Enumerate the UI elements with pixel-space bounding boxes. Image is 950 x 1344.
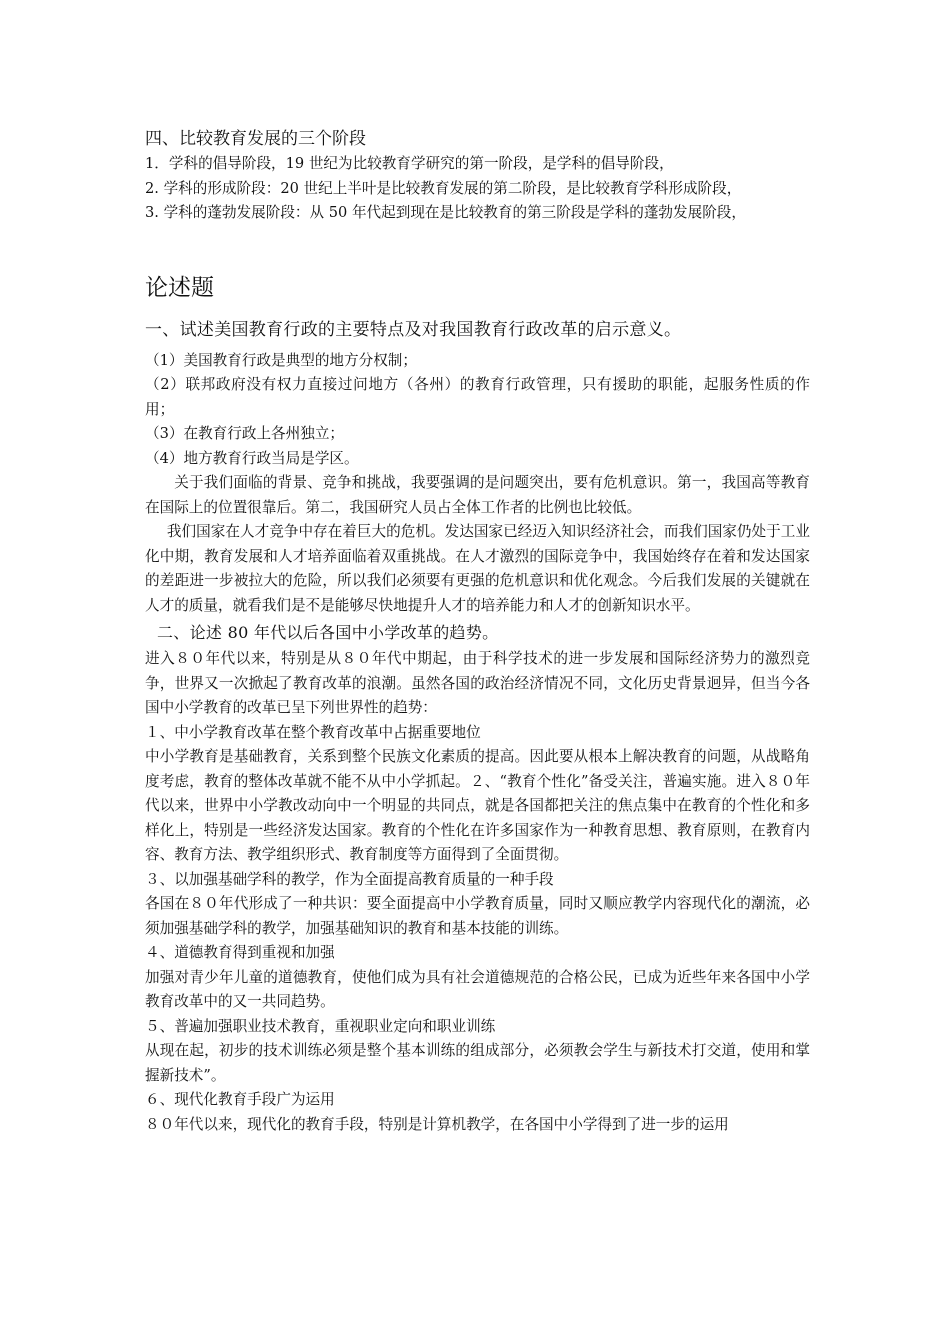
q1-point-3: （3）在教育行政上各州独立； [145,425,345,442]
q1-point-2: （2）联邦政府没有权力直接过问地方（各州）的教育行政管理，只有援助的职能，起服务性质的作用； [145,376,810,418]
q1-point-4: （4）地方教育行政当局是学区。 [145,449,359,467]
essay-section-title: 论述题 [145,274,214,301]
q2-intro: 进入８０年代以来，特别是从８０年代中期起，由于科学技术的进一步发展和国际经济势力的激烈竞争，世界又一次掀起了教育改革的浪潮。虽然各国的政治经济情况不同，文化历史背景迥异，但当今各国中小学教育的改革已呈下列世界性的趋势： [145,650,810,716]
question-1-title: 一、试述美国教育行政的主要特点及对我国教育行政改革的启示意义。 [145,319,682,340]
stage-item-1: 1．学科的倡导阶段，19 世纪为比较教育学研究的第一阶段，是学科的倡导阶段， [145,155,674,172]
page-content [145,126,810,1137]
q2-trend-6-heading: ６、现代化教育手段广为运用 [145,1091,335,1108]
stage-item-2: 2. 学科的形成阶段：20 世纪上半叶是比较教育发展的第二阶段，是比较教育学科形成阶段， [145,179,742,197]
q1-paragraph-2: 我们国家在人才竞争中存在着巨大的危机。发达国家已经迈入知识经济社会，而我们国家仍处于工业化中期，教育发展和人才培养面临着双重挑战。在人才激烈的国际竞争中，我国始终存在着和发达国家的差距进一步被拉大的危险，所以我们必须要有更强的危机意识和优化观念。今后我们发展的关键就在人才的质量，就看我们是不是能够尽快地提升人才的培养能力和人才的创新知识水平。 [145,523,810,614]
q2-trend-4-body: 加强对青少年儿童的道德教育，使他们成为具有社会道德规范的合格公民，已成为近些年来各国中小学教育改革中的又一共同趋势。 [145,968,810,1010]
q1-paragraph-1: 关于我们面临的背景、竞争和挑战，我要强调的是问题突出，要有危机意识。第一，我国高等教育在国际上的位置很靠后。第二，我国研究人员占全体工作者的比例也比较低。 [145,474,810,516]
q2-trend-5-heading: ５、普遍加强职业技术教育，重视职业定向和职业训练 [145,1017,496,1035]
stage-item-3: 3. 学科的蓬勃发展阶段：从 50 年代起到现在是比较教育的第三阶段是学科的蓬勃发展阶段， [145,204,746,221]
q2-trend-1-body: 中小学教育是基础教育，关系到整个民族文化素质的提高。因此要从根本上解决教育的问题，从战略角度考虑，教育的整体改革就不能不从中小学抓起。２、“教育个性化”备受关注，普遍实施。进入８０年代以来，世界中小学教改动向中一个明显的共同点，就是各国都把关注的焦点集中在教育的个性化和多样化上，特别是一些经济发达国家。教育的个性化在许多国家作为一种教育思想、教育原则，在教育内容、教育方法、教学组织形式、教育制度等方面得到了全面贯彻。 [145,748,810,863]
question-2-title: 二、论述 80 年代以后各国中小学改革的趋势。 [157,623,499,642]
q2-trend-4-heading: ４、道德教育得到重视和加强 [145,944,335,961]
q2-trend-5-body: 从现在起，初步的技术训练必须是整个基本训练的组成部分，必须教会学生与新技术打交道，使用和掌握新技术”。 [145,1042,810,1084]
q2-trend-1-heading: １、中小学教育改革在整个教育改革中占据重要地位 [145,723,481,741]
q2-trend-3-heading: ３、以加强基础学科的教学，作为全面提高教育质量的一种手段 [145,870,554,888]
q2-trend-3-body: 各国在８０年代形成了一种共识：要全面提高中小学教育质量，同时又顺应教学内容现代化的潮流，必须加强基础学科的教学，加强基础知识的教育和基本技能的训练。 [145,895,810,937]
q2-trend-6-body: ８０年代以来，现代化的教育手段，特别是计算机教学，在各国中小学得到了进一步的运用 [145,1115,729,1133]
section-heading: 四、比较教育发展的三个阶段 [145,129,366,149]
q1-point-1: （1）美国教育行政是典型的地方分权制； [145,351,417,369]
